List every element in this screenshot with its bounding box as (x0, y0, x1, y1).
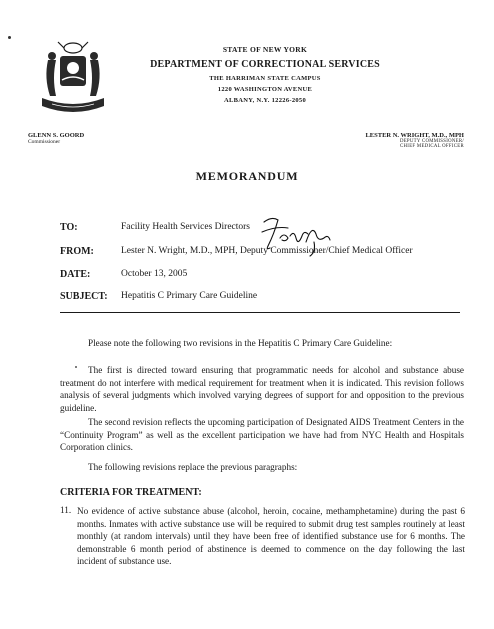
letterhead-city: ALBANY, N.Y. 12226-2050 (223, 97, 307, 104)
from-label: FROM: (60, 246, 94, 257)
date-label: DATE: (60, 269, 91, 280)
letterhead-campus: THE HARRIMAN STATE CAMPUS (209, 75, 321, 82)
from-value: Lester N. Wright, M.D., MPH, Deputy Commissioner/Chief Medical Officer (121, 246, 413, 256)
letterhead-state: STATE OF NEW YORK (222, 45, 308, 54)
criteria-item-text: No evidence of active substance abuse (alcohol, heroin, cocaine, methamphetamine) during the past 6 months. Inmates with active substance use will be required to submit drug test samples routinely at least monthly (at random intervals) until they have been free of identified substance use for 6 months. The demonstrable 6 month period of abstinence is deemed to commence on the day following the last incident of substance use. (77, 506, 465, 567)
commissioner-title: Commissioner (28, 139, 61, 145)
new-york-state-seal-icon (38, 38, 108, 116)
subject-label: SUBJECT: (60, 291, 108, 302)
commissioner-name: GLENN S. GOORD (28, 132, 85, 139)
commissioner-block (28, 132, 84, 145)
handwritten-signature (258, 212, 334, 262)
deputy-commissioner-title-1: DEPUTY COMMISSIONER/ (399, 139, 464, 144)
criteria-item-number: 11. (60, 505, 72, 515)
scan-mark (8, 36, 11, 39)
deputy-commissioner-title-2: CHIEF MEDICAL OFFICER (400, 144, 464, 149)
to-label: TO: (60, 222, 78, 233)
subject-value: Hepatitis C Primary Care Guideline (121, 291, 258, 301)
letterhead-department: DEPARTMENT OF CORRECTIONAL SERVICES (150, 59, 380, 70)
replacement-paragraph: The following revisions replace the previous paragraphs: (88, 462, 298, 472)
header-divider (60, 312, 460, 313)
deputy-commissioner-name: LESTER N. WRIGHT, M.D., MPH (365, 132, 464, 139)
intro-paragraph: Please note the following two revisions in the Hepatitis C Primary Care Guideline: (88, 338, 393, 348)
to-value: Facility Health Services Directors (121, 222, 251, 232)
memo-title: MEMORANDUM (195, 169, 299, 183)
deputy-commissioner-block (365, 132, 464, 149)
criteria-heading: CRITERIA FOR TREATMENT: (60, 487, 202, 498)
second-revision-paragraph: The second revision reflects the upcoming participation of Designated AIDS Treatment Centers in the “Continuity Program” as well as the excellent participation we have had from NYC Health and Hospitals Corporation clinics. (60, 417, 464, 453)
letterhead-street: 1220 WASHINGTON AVENUE (217, 86, 313, 93)
first-revision-paragraph: The first is directed toward ensuring that programmatic needs for alcohol and substance abuse treatment do not interfere with medical requirement for treatment when it is indicated. This revision follows analysis of several judgments which involved varying degrees of support for and opposition to the previous guideline. (60, 365, 464, 413)
date-value: October 13, 2005 (121, 269, 188, 279)
